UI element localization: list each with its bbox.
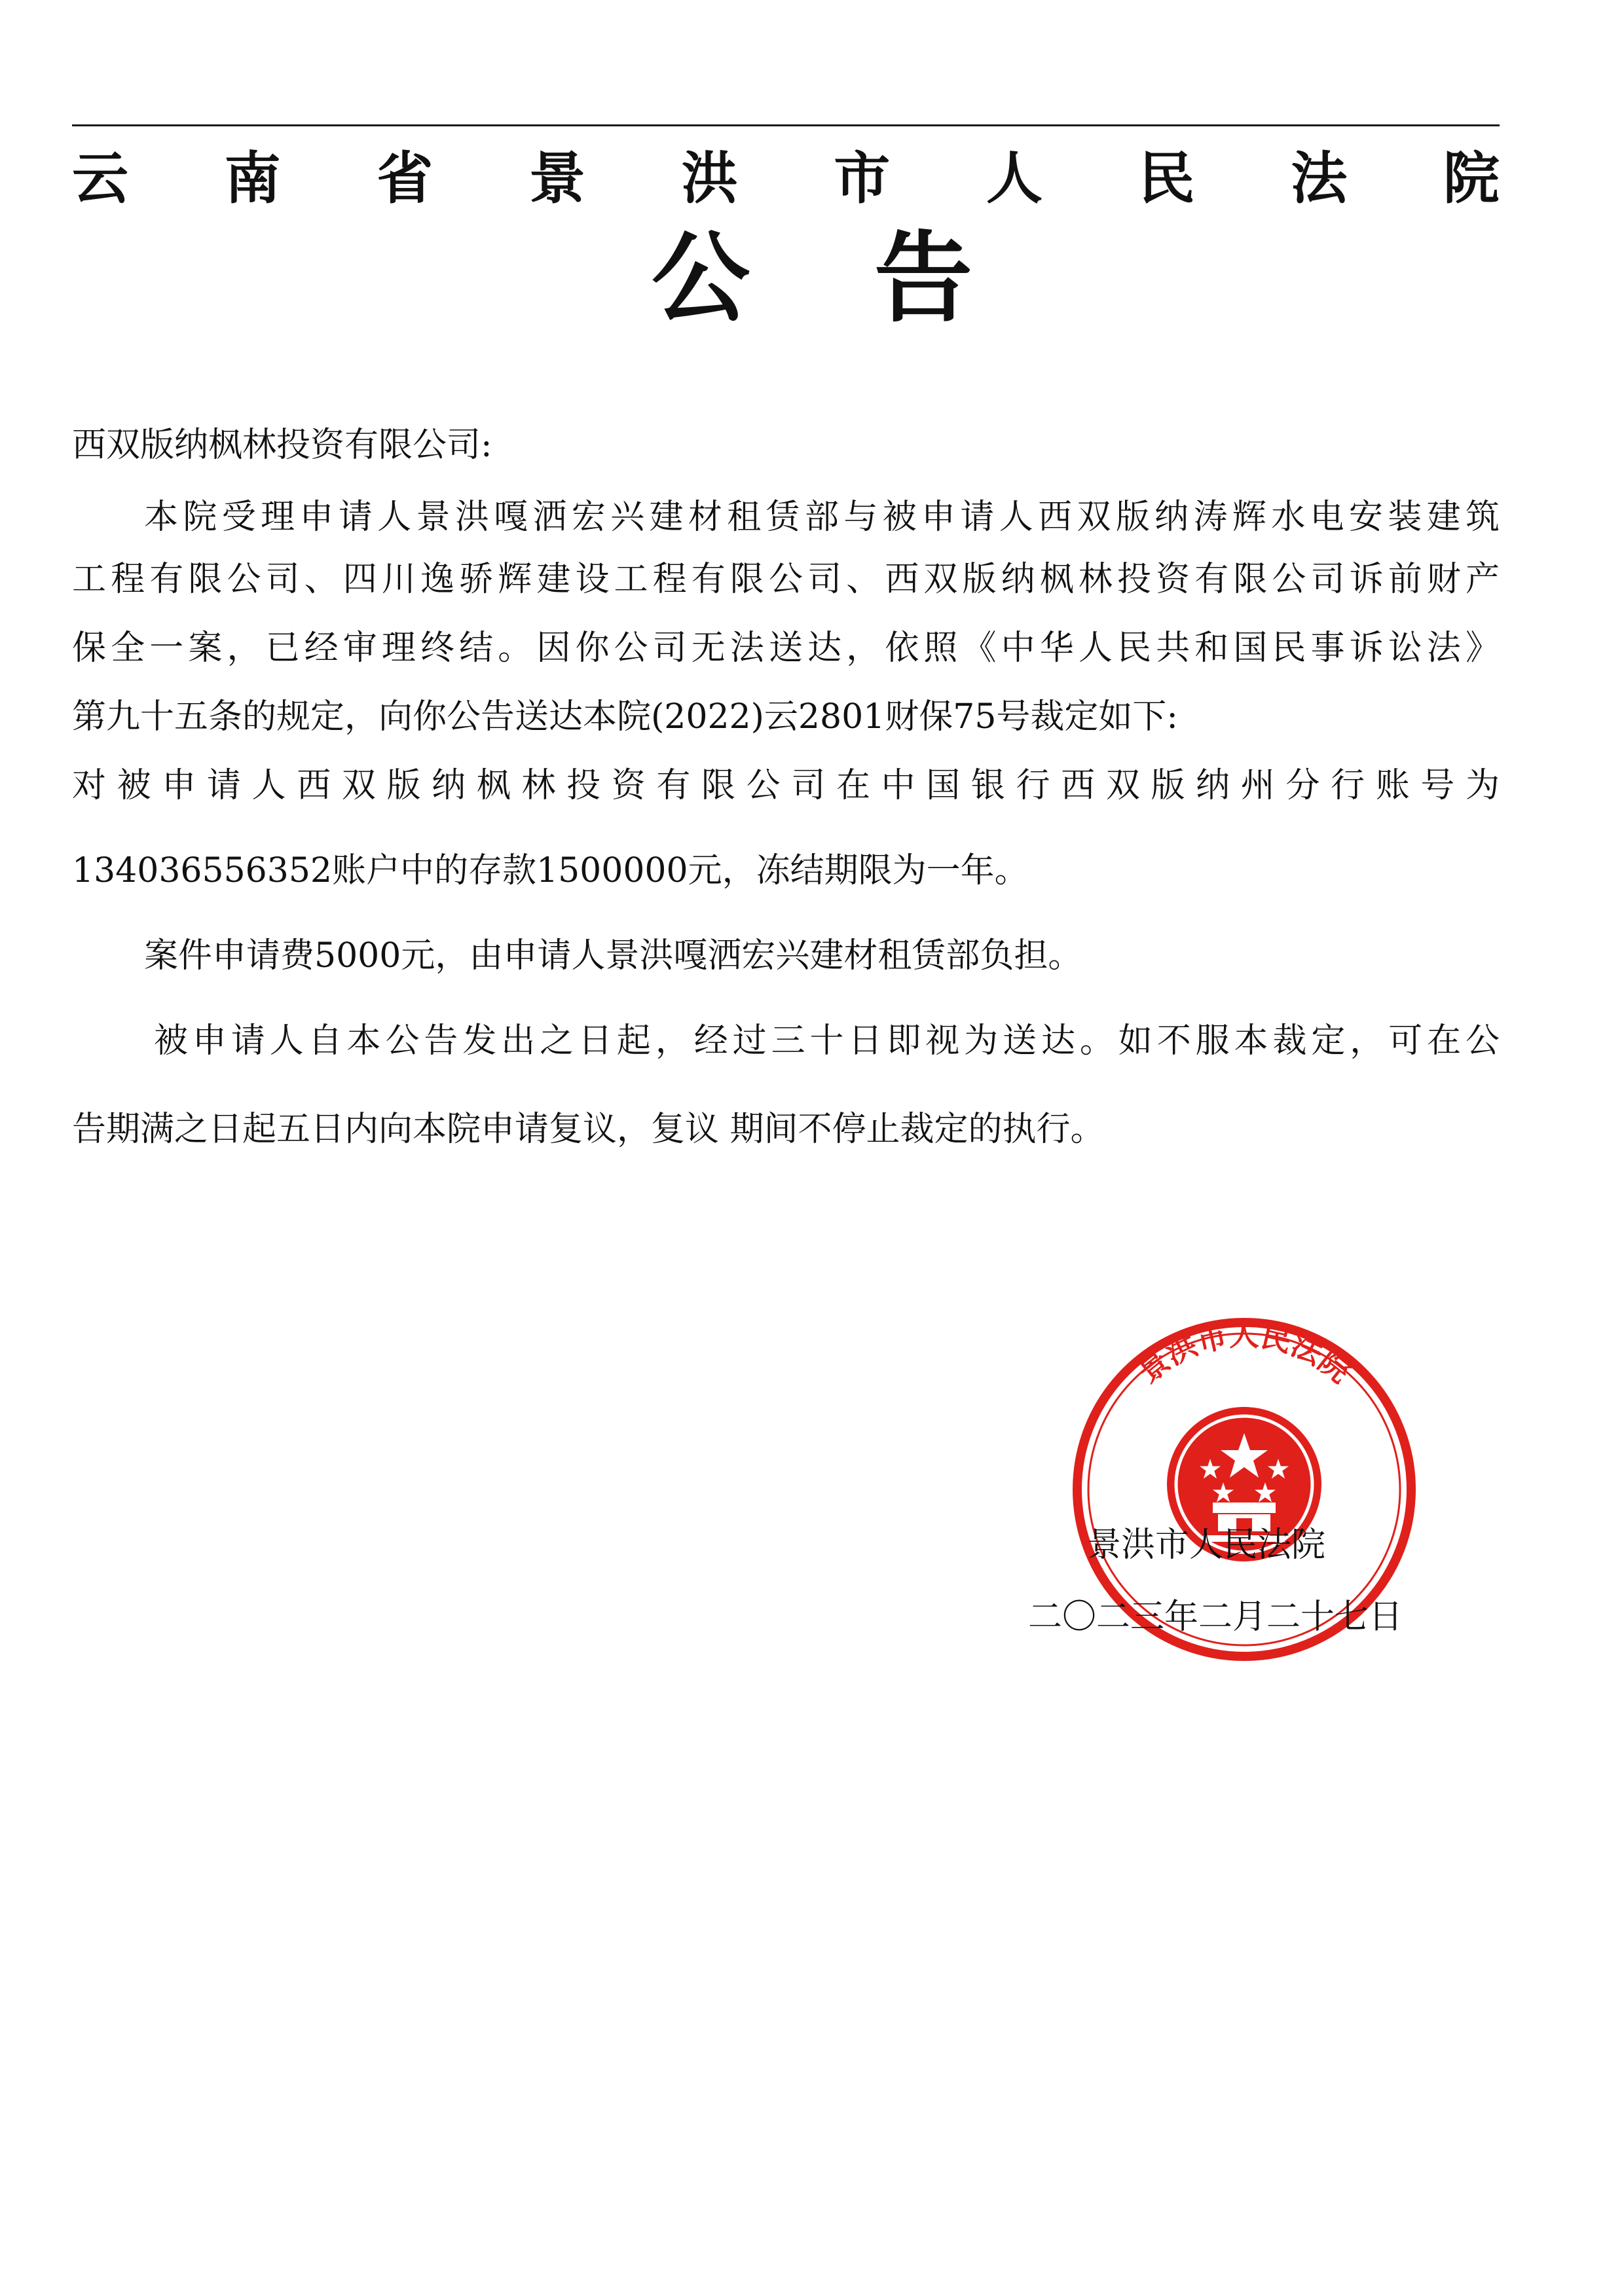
fee-line: 案件申请费5000元，由申请人景洪嘎洒宏兴建材租赁部负担。 <box>144 936 1082 975</box>
court-name-char: 人 <box>986 145 1043 211</box>
paragraph-line: 本院受理申请人景洪嘎洒宏兴建材租赁部与被申请人西双版纳涛辉水电安装建筑 <box>144 498 1500 537</box>
paragraph-line: 保全一案，已经审理终结。因你公司无法送达，依照《中华人民共和国民事诉讼法》 <box>72 629 1500 668</box>
court-name-char: 南 <box>224 145 281 211</box>
addressee: 西双版纳枫林投资有限公司: <box>72 426 492 465</box>
court-name-char: 景 <box>528 145 585 211</box>
ruling-line: 134036556352账户中的存款1500000元，冻结期限为一年。 <box>72 851 1029 890</box>
court-name-char: 民 <box>1138 145 1195 211</box>
paragraph-line: 工程有限公司、四川逸骄辉建设工程有限公司、西双版纳枫林投资有限公司诉前财产 <box>72 560 1500 599</box>
notice-line: 告期满之日起五日内向本院申请复议，复议 期间不停止裁定的执行。 <box>72 1110 1105 1149</box>
date: 二〇二三年二月二十七日 <box>1028 1597 1403 1637</box>
title-char: 公 <box>651 221 750 336</box>
court-name-char: 法 <box>1291 145 1348 211</box>
court-name-char: 院 <box>1443 145 1500 211</box>
court-name-char: 洪 <box>681 145 738 211</box>
court-name-char: 省 <box>377 145 434 211</box>
court-name-char: 市 <box>834 145 891 211</box>
notice-line: 被申请人自本公告发出之日起，经过三十日即视为送达。如不服本裁定，可在公 <box>154 1021 1500 1061</box>
court-name-char: 云 <box>72 145 128 211</box>
header-rule <box>72 124 1500 126</box>
title-char: 告 <box>874 221 973 336</box>
court-name <box>72 134 1500 213</box>
paragraph-line: 第九十五条的规定，向你公告送达本院(2022)云2801财保75号裁定如下: <box>72 697 1178 737</box>
ruling-line: 对被申请人西双版纳枫林投资有限公司在中国银行西双版纳州分行账号为 <box>72 766 1500 805</box>
document-title <box>0 216 1624 340</box>
signature: 景洪市人民法院 <box>1087 1525 1326 1565</box>
seal-ring-text: 景洪市人民法院 <box>1132 1319 1357 1389</box>
